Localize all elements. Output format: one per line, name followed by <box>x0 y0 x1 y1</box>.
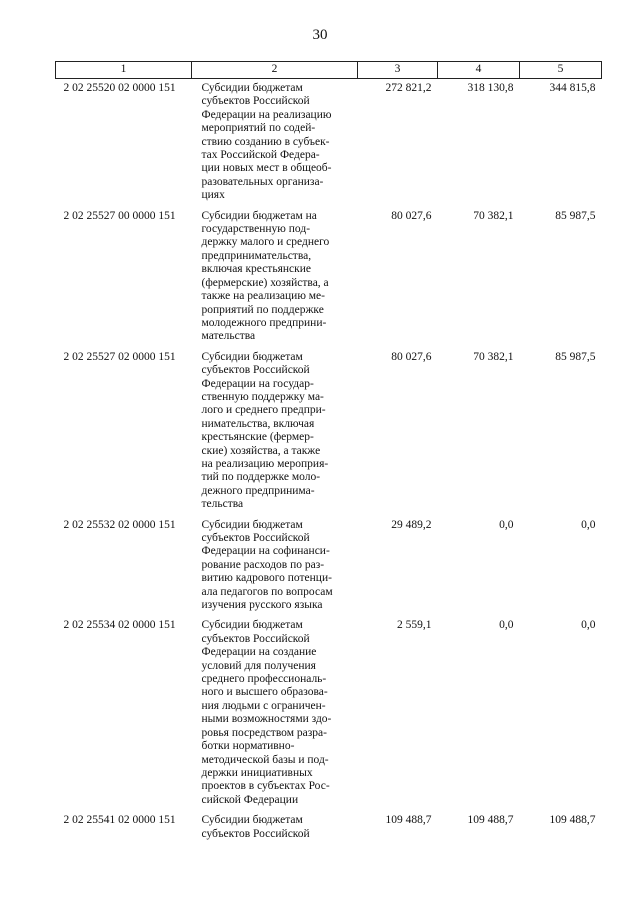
budget-item-name <box>192 811 358 845</box>
budget-code: 2 02 25541 02 0000 151 <box>63 814 176 827</box>
name-line: тельства <box>201 498 244 511</box>
amount-4: 0,0 <box>499 518 514 531</box>
name-line: дежного предпринима- <box>201 484 315 497</box>
amount-3: 80 027,6 <box>391 350 432 363</box>
name-line: витию кадрового потенци- <box>201 572 332 585</box>
page-number: 30 <box>312 27 328 43</box>
budget-item-name <box>192 79 358 207</box>
budget-item-name <box>192 348 358 516</box>
name-line: (фермерские) хозяйства, а <box>201 276 329 289</box>
name-line: методической базы и под- <box>201 753 329 766</box>
name-line: условий для получения <box>201 659 316 672</box>
name-line: субъектов Российской <box>201 95 310 108</box>
amount-3: 80 027,6 <box>391 209 432 222</box>
name-line: молодежного предприни- <box>201 316 327 329</box>
amount-5: 0,0 <box>581 518 596 531</box>
column-header-4: 4 <box>438 62 520 79</box>
budget-item-name <box>192 207 358 348</box>
name-line: циях <box>201 189 225 202</box>
name-line: субъектов Российской <box>201 827 310 840</box>
name-line: рование расходов по раз- <box>201 558 325 571</box>
name-line: проектов в субъектах Рос- <box>201 780 330 793</box>
name-line: среднего профессиональ- <box>201 673 327 686</box>
name-line: разовательных организа- <box>201 175 324 188</box>
name-line: также на реализацию ме- <box>201 290 325 303</box>
name-line: ствию созданию в субъек- <box>201 135 330 148</box>
table-row <box>56 516 602 617</box>
name-line: Субсидии бюджетам <box>201 518 303 531</box>
name-line: изучения русского языка <box>201 599 323 612</box>
name-line: нимательства, включая <box>201 417 315 430</box>
amount-5: 344 815,8 <box>549 82 596 94</box>
name-line: субъектов Российской <box>201 364 310 377</box>
name-line: ала педагогов по вопросам <box>201 585 333 598</box>
table-row <box>56 207 602 348</box>
amount-5: 85 987,5 <box>555 350 596 363</box>
name-line: Субсидии бюджетам <box>201 619 303 632</box>
name-line: крестьянские (фермер- <box>201 431 314 444</box>
amount-5: 0,0 <box>581 619 596 632</box>
name-line: тах Российской Федера- <box>201 149 320 162</box>
amount-4: 70 382,1 <box>473 350 514 363</box>
table-row <box>56 616 602 811</box>
table-row <box>56 79 602 207</box>
amount-3: 2 559,1 <box>397 619 432 632</box>
name-line: лого и среднего предпри- <box>201 404 326 417</box>
name-line: Субсидии бюджетам <box>201 350 303 363</box>
table-row <box>56 348 602 516</box>
name-line: предпринимательства, <box>201 249 312 262</box>
name-line: мероприятий по содей- <box>201 122 316 135</box>
name-line: сийской Федерации <box>201 793 299 806</box>
name-line: тий по поддержке моло- <box>201 471 321 484</box>
name-line: роприятий по поддержке <box>201 303 324 316</box>
name-line: субъектов Российской <box>201 532 310 544</box>
amount-3: 109 488,7 <box>385 814 432 827</box>
name-line: Федерации на создание <box>201 646 317 659</box>
amount-4: 0,0 <box>499 619 514 632</box>
amount-3: 272 821,2 <box>385 82 432 94</box>
budget-table <box>55 61 602 845</box>
name-line: мательства <box>201 330 256 343</box>
name-line: держку малого и среднего <box>201 236 330 249</box>
table-body <box>56 79 602 845</box>
budget-code: 2 02 25520 02 0000 151 <box>63 82 176 94</box>
name-line: на реализацию мероприя- <box>201 457 329 470</box>
name-line: ными возможностями здо- <box>201 713 332 726</box>
amount-5: 85 987,5 <box>555 209 596 222</box>
budget-item-name <box>192 516 358 617</box>
budget-code: 2 02 25527 00 0000 151 <box>63 209 176 222</box>
budget-code: 2 02 25532 02 0000 151 <box>63 518 176 531</box>
column-header-1: 1 <box>56 62 192 79</box>
name-line: ного и высшего образова- <box>201 686 328 699</box>
name-line: Федерации на реализацию <box>201 108 332 121</box>
name-line: Субсидии бюджетам на <box>201 209 317 222</box>
table-header <box>56 62 602 79</box>
name-line: Федерации на софинанси- <box>201 545 330 558</box>
budget-code: 2 02 25534 02 0000 151 <box>63 619 176 632</box>
name-line: включая крестьянские <box>201 263 311 276</box>
amount-3: 29 489,2 <box>391 518 432 531</box>
name-line: держки инициативных <box>201 766 313 779</box>
name-line: субъектов Российской <box>201 632 310 645</box>
column-header-2: 2 <box>192 62 358 79</box>
name-line: Субсидии бюджетам <box>201 814 303 827</box>
name-line: ции новых мест в общеоб- <box>201 162 332 175</box>
name-line: Субсидии бюджетам <box>201 82 303 94</box>
name-line: ские) хозяйства, а также <box>201 444 321 457</box>
amount-4: 318 130,8 <box>467 82 514 94</box>
table-row <box>56 811 602 845</box>
header-row <box>56 62 602 79</box>
amount-4: 109 488,7 <box>467 814 514 827</box>
amount-4: 70 382,1 <box>473 209 514 222</box>
amount-5: 109 488,7 <box>549 814 596 827</box>
budget-item-name <box>192 616 358 811</box>
name-line: ственную поддержку ма- <box>201 390 324 403</box>
column-header-5: 5 <box>520 62 602 79</box>
budget-code: 2 02 25527 02 0000 151 <box>63 350 176 363</box>
name-line: ровья посредством разра- <box>201 726 327 739</box>
name-line: Федерации на государ- <box>201 377 314 390</box>
column-header-3: 3 <box>358 62 438 79</box>
name-line: государственную под- <box>201 223 311 236</box>
name-line: ботки нормативно- <box>201 740 295 753</box>
name-line: ния людьми с ограничен- <box>201 699 326 712</box>
